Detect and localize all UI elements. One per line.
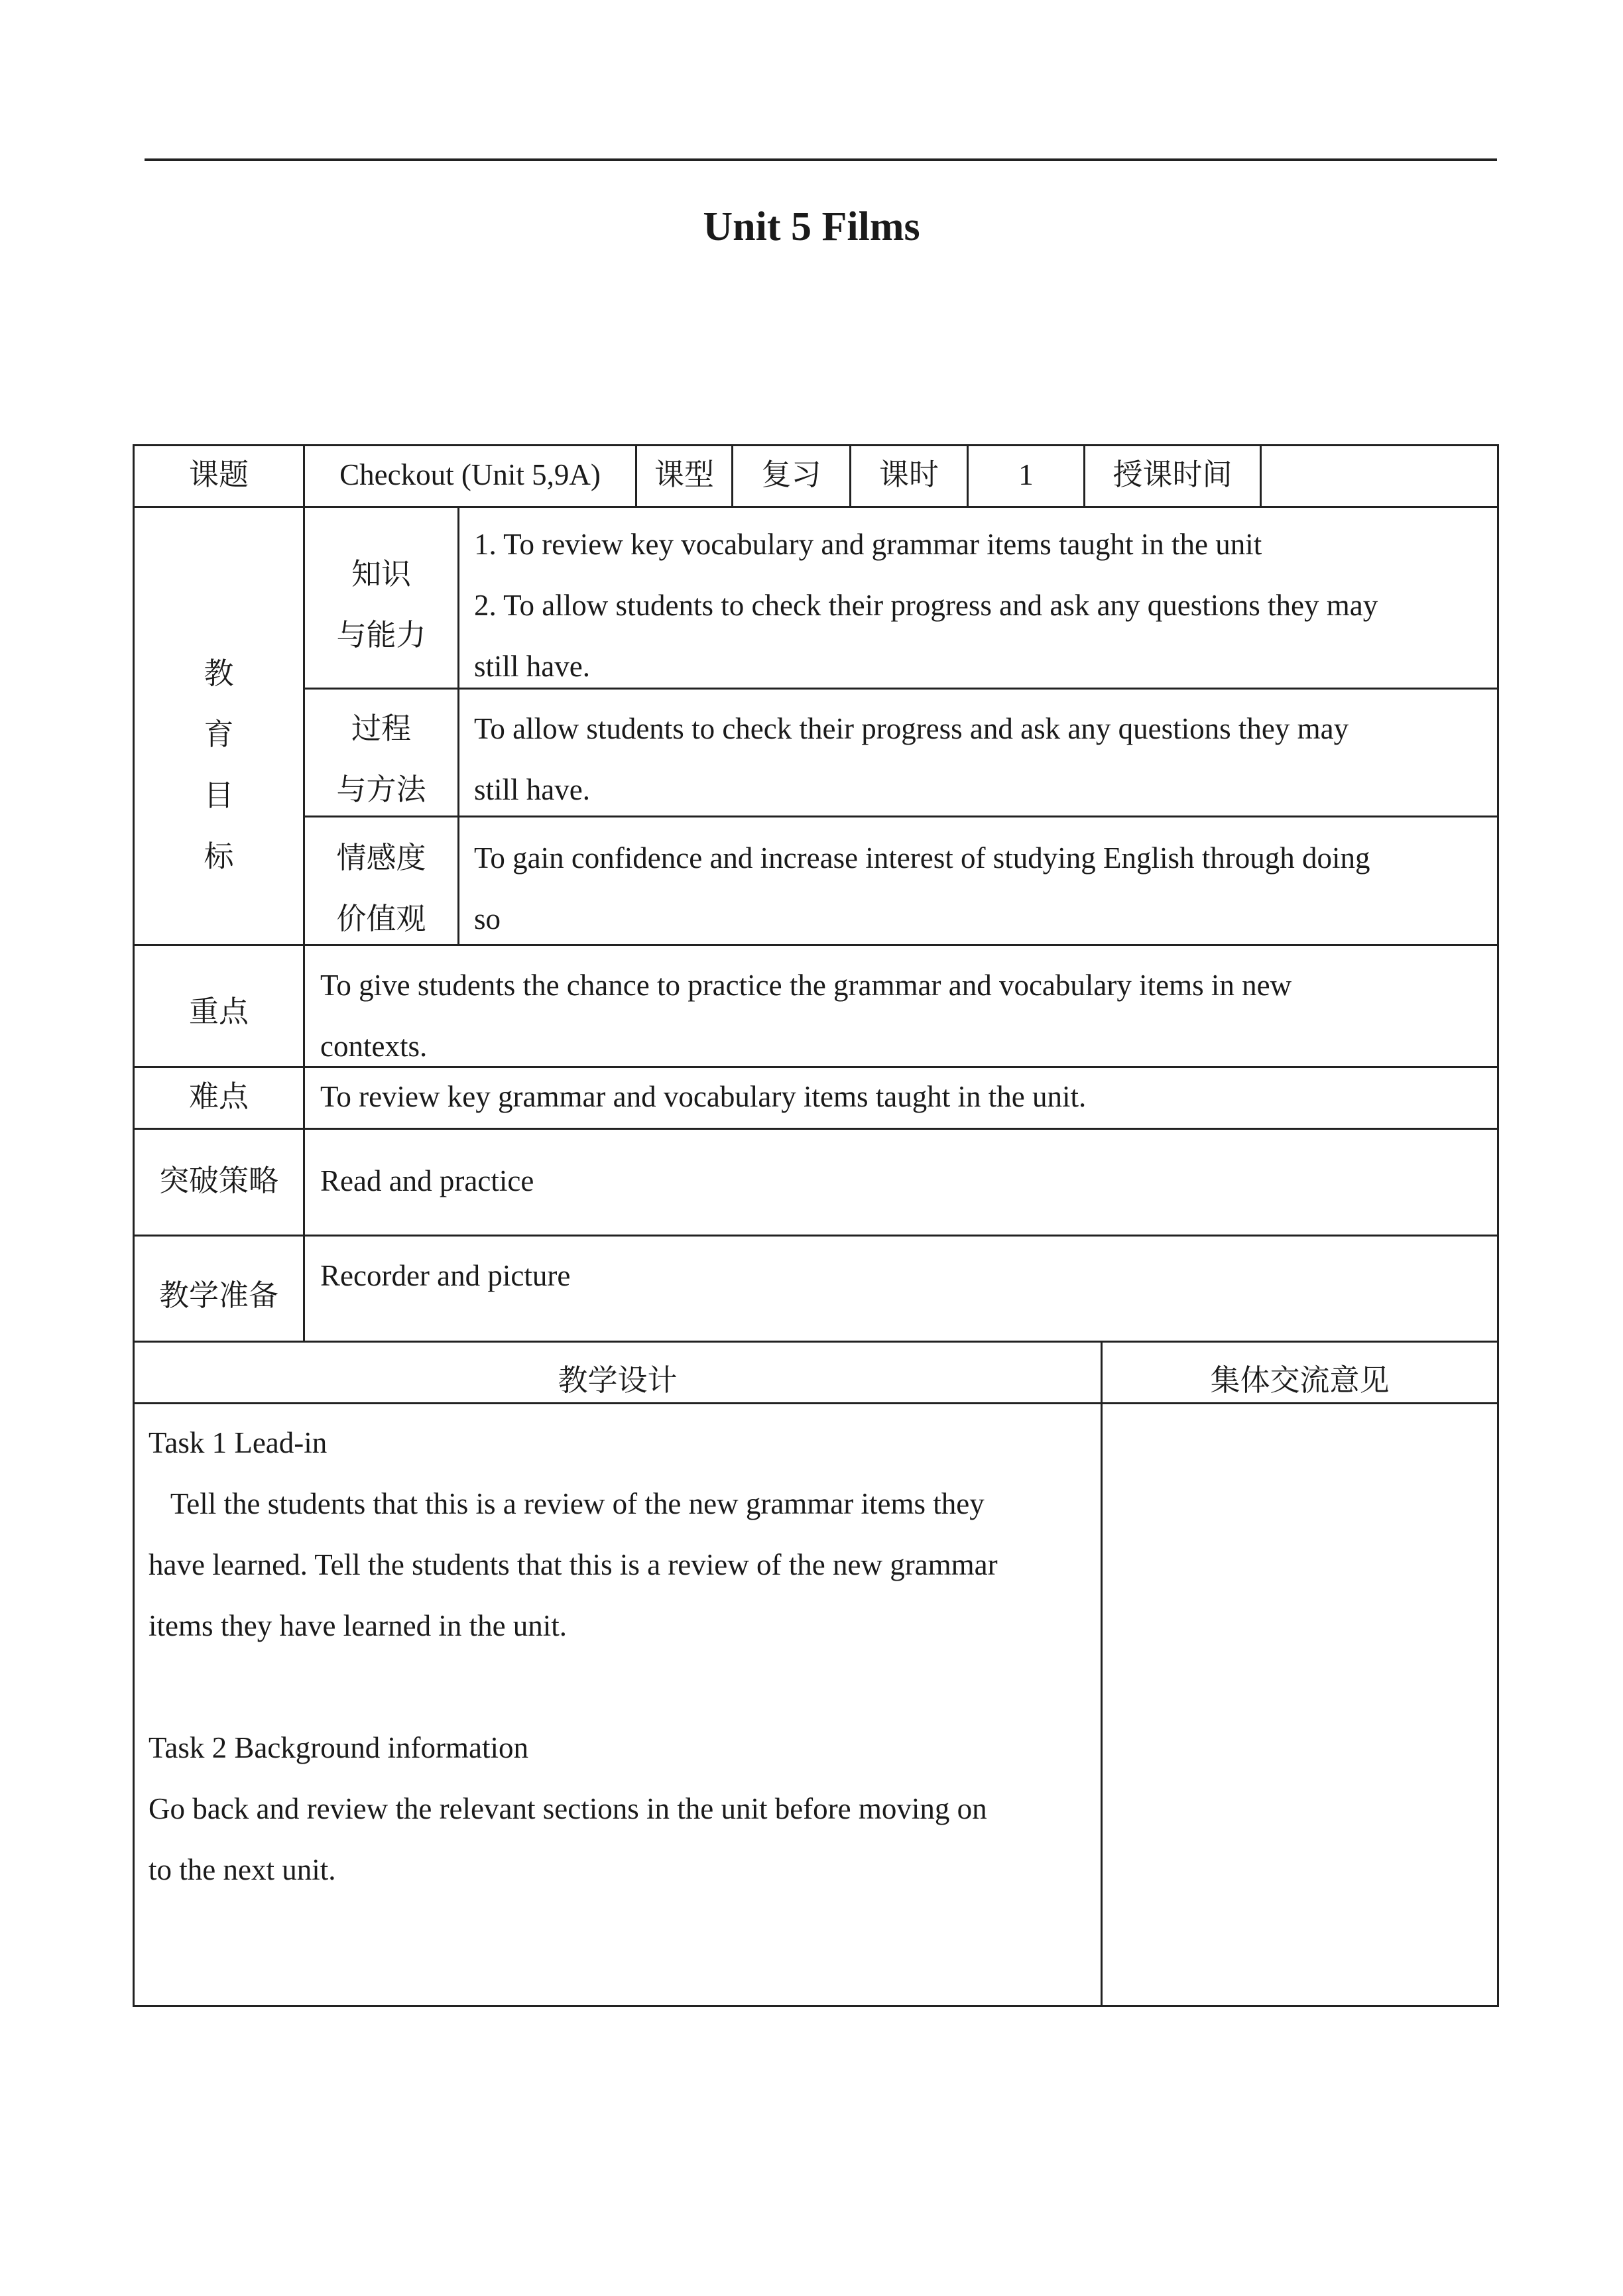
- type-label: 课型: [654, 458, 714, 491]
- header-rule: [145, 158, 1497, 161]
- difficulty-text: To review key grammar and vocabulary items taught in the unit.: [320, 1080, 1087, 1113]
- emotion-label-line: 价值观: [336, 902, 426, 936]
- row-divider: [133, 1235, 1499, 1237]
- task2-line: to the next unit.: [149, 1853, 336, 1886]
- objectives-label: [135, 643, 303, 887]
- knowledge-line: still have.: [474, 650, 590, 683]
- blank-line: [149, 1656, 1090, 1717]
- strategy-label: 突破策略: [158, 1164, 278, 1197]
- key-point-text: [320, 955, 1480, 1077]
- time-value: [1262, 444, 1497, 506]
- process-label-line: 过程: [351, 712, 411, 745]
- knowledge-line: 1. To review key vocabulary and grammar items taught in the unit: [474, 528, 1262, 561]
- knowledge-text: [474, 514, 1478, 697]
- task1-line: items they have learned in the unit.: [149, 1609, 568, 1642]
- key-point-label: 重点: [188, 995, 249, 1028]
- emotion-label: [305, 827, 457, 949]
- comments-header: 集体交流意见: [1210, 1364, 1390, 1397]
- objectives-label-char: 标: [204, 840, 234, 873]
- knowledge-label-line: 与能力: [336, 619, 426, 652]
- knowledge-line: 2. To allow students to check their progress and ask any questions they may: [474, 589, 1378, 622]
- emotion-text: [474, 827, 1478, 949]
- row-divider: [133, 1128, 1499, 1130]
- objectives-label-char: 目: [204, 779, 234, 812]
- process-text: [474, 698, 1478, 820]
- process-line: To allow students to check their progress and ask any questions they may: [474, 712, 1349, 745]
- page-title: Unit 5 Films: [703, 204, 920, 249]
- comments-area[interactable]: [1103, 1404, 1497, 2005]
- key-point-line: To give students the chance to practice the grammar and vocabulary items in new: [320, 969, 1292, 1002]
- knowledge-label: [305, 544, 457, 666]
- strategy-text: Read and practice: [320, 1164, 534, 1197]
- emotion-label-line: 情感度: [336, 841, 426, 875]
- process-label-line: 与方法: [336, 773, 426, 806]
- type-value: 复习: [761, 458, 821, 491]
- process-label: [305, 698, 457, 820]
- design-header: 教学设计: [558, 1364, 678, 1397]
- time-label: 授课时间: [1112, 458, 1232, 491]
- preparation-text: Recorder and picture: [320, 1259, 571, 1292]
- table-border-right: [1497, 444, 1499, 2007]
- topic-value: Checkout (Unit 5,9A): [339, 458, 601, 491]
- table-border-bottom: [133, 2005, 1499, 2007]
- task2-line: Go back and review the relevant sections in the unit before moving on: [149, 1792, 987, 1825]
- task1-line: have learned. Tell the students that this is a review of the new grammar: [149, 1548, 998, 1581]
- task1-title: Task 1 Lead-in: [149, 1426, 328, 1459]
- row-divider: [133, 1341, 1499, 1343]
- preparation-label: 教学准备: [158, 1279, 278, 1312]
- objectives-label-char: 育: [204, 718, 234, 751]
- process-line: still have.: [474, 773, 590, 806]
- period-value: 1: [1018, 458, 1034, 491]
- period-label: 课时: [878, 458, 939, 491]
- knowledge-label-line: 知识: [351, 558, 411, 591]
- task1-line: Tell the students that this is a review of the new grammar items they: [149, 1487, 985, 1520]
- key-point-line: contexts.: [320, 1030, 428, 1063]
- row-divider: [133, 506, 1499, 508]
- difficulty-label: 难点: [188, 1080, 249, 1113]
- emotion-line: so: [474, 902, 501, 936]
- emotion-line: To gain confidence and increase interest of studying English through doing: [474, 841, 1370, 875]
- design-body: [149, 1412, 1090, 1900]
- col-divider: [457, 506, 459, 946]
- task2-title: Task 2 Background information: [149, 1731, 528, 1764]
- topic-label: 课题: [188, 458, 249, 491]
- objectives-label-char: 教: [204, 657, 234, 690]
